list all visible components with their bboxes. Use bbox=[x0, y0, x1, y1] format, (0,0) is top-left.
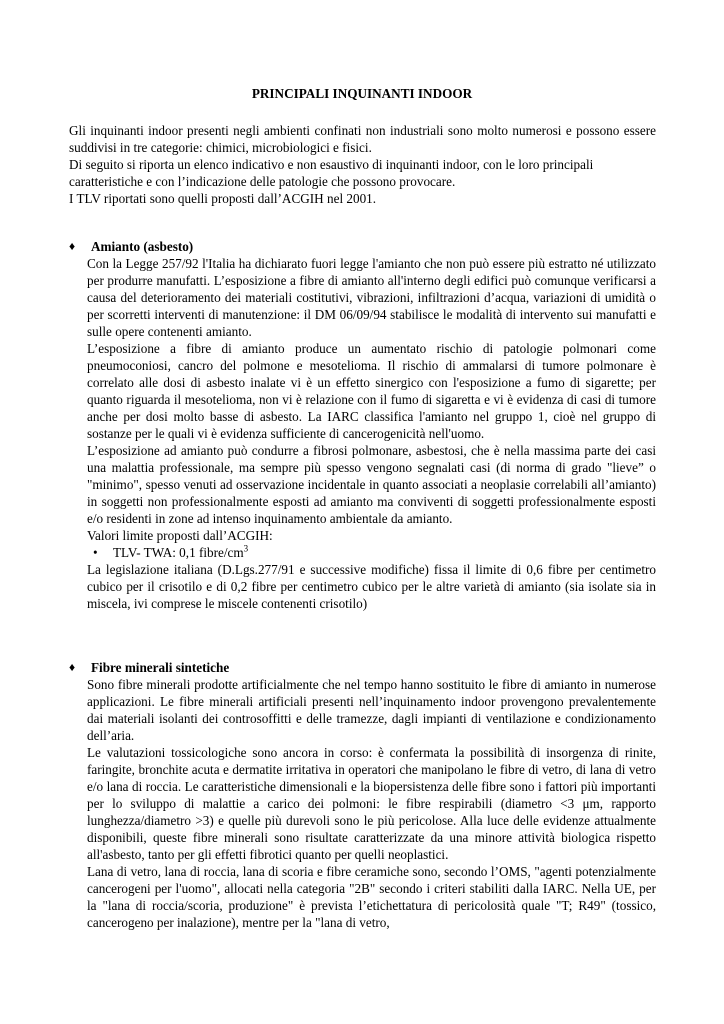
body-paragraph: Con la Legge 257/92 l'Italia ha dichiarato fuori legge l'amianto che non può essere più estratto né utilizzato per produrre manufatti. L’esposizione a fibre di amianto all'interno degli edifici può comunque verificarsi a causa del deterioramento dei materiali costitutivi, vibrazioni, infiltrazioni d’acqua, variazioni di umidità o per scorretti interventi di manutenzione: il DM 06/09/94 stabilisce le modalità di intervento sui manufatti e sulle opere contenenti amianto. bbox=[87, 256, 656, 339]
body-paragraph: Valori limite proposti dall’ACGIH: bbox=[87, 528, 273, 543]
body-paragraph: La legislazione italiana (D.Lgs.277/91 e successive modifiche) fissa il limite di 0,6 fibre per centimetro cubico per il crisotilo e di 0,2 fibre per centimetro cubico per le altre varietà di amianto (sia isolate sia in miscela, ivi comprese le miscele contenenti crisotilo) bbox=[87, 562, 656, 611]
section-body bbox=[87, 255, 656, 612]
section-heading bbox=[69, 659, 656, 676]
section-heading bbox=[69, 238, 656, 255]
diamond-bullet-icon: ♦ bbox=[69, 239, 76, 253]
intro-paragraph: Di seguito si riporta un elenco indicativo e non esaustivo di inquinanti indoor, con le loro principali caratteristiche e con l’indicazione delle patologie che possono provocare. bbox=[69, 157, 594, 189]
tlv-value: TLV- TWA: 0,1 fibre/cm bbox=[113, 545, 244, 560]
superscript: 3 bbox=[243, 543, 249, 554]
intro-paragraph: Gli inquinanti indoor presenti negli ambienti confinati non industriali sono molto numerosi e possono essere suddivisi in tre categorie: chimici, microbiologici e fisici. bbox=[69, 123, 656, 155]
round-bullet-icon: • bbox=[93, 545, 98, 560]
body-paragraph: Le valutazioni tossicologiche sono ancora in corso: è confermata la possibilità di insorgenza di rinite, faringite, bronchite acuta e dermatite irritativa in operatori che manipolano le fibre di vetro, di lana di vetro e/o lana di roccia. Le caratteristiche dimensionali e la biopersistenza delle fibre sono i fattori più importanti per lo sviluppo di malattie a carico dei polmoni: le fibre respirabili (diametro <3 μm, rapporto lunghezza/diametro >3) e quelle più durevoli sono le più pericolose. Alla luce delle evidenze attualmente disponibili, queste fibre minerali sono risultate caratterizzate da una minore attività biologica rispetto all'asbesto, tanto per gli effetti fibrotici quanto per quelli neoplastici. bbox=[87, 745, 656, 862]
body-paragraph: Sono fibre minerali prodotte artificialmente che nel tempo hanno sostituito le fibre di amianto in numerose applicazioni. Le fibre minerali artificiali presenti nell’inquinamento indoor provengono prevalentemente dai materiali isolanti dei controsoffitti e delle tramezze, dagli impianti di ventilazione e condizionamento dell’aria. bbox=[87, 677, 656, 743]
intro-paragraph: I TLV riportati sono quelli proposti dall’ACGIH nel 2001. bbox=[69, 191, 377, 206]
diamond-bullet-icon: ♦ bbox=[69, 660, 76, 674]
section-amianto bbox=[69, 238, 656, 612]
list-item bbox=[87, 544, 656, 561]
section-body bbox=[87, 676, 656, 931]
body-paragraph: Lana di vetro, lana di roccia, lana di scoria e fibre ceramiche sono, secondo l’OMS, "agenti potenzialmente cancerogeni per l'uomo", allocati nella categoria "2B" secondo i criteri stabiliti dalla IARC. Nella UE, per la "lana di roccia/scoria, produzione" è prevista l’etichettatura di pericolosità quale "T; R49" (tossico, cancerogeno per inalazione), mentre per la "lana di vetro, bbox=[87, 864, 656, 930]
intro-text bbox=[69, 122, 656, 207]
section-heading-text: Fibre minerali sintetiche bbox=[91, 660, 230, 675]
body-paragraph: L’esposizione a fibre di amianto produce un aumentato rischio di patologie polmonari come pneumoconiosi, cancro del polmone e mesotelioma. Il rischio di ammalarsi di tumore polmonare è correlato alle dosi di asbesto inalate vi è un effetto sinergico con l'esposizione a fumo di sigarette; per quanto riguarda il mesotelioma, non vi è relazione con il fumo di sigaretta e vi è evidenza di casi di tumore anche per dosi molto basse di asbesto. La IARC classifica l'amianto nel gruppo 1, cioè nel gruppo di sostanze per le quali vi è evidenza sufficiente di cancerogenicità nell'uomo. bbox=[87, 341, 656, 441]
page-title: PRINCIPALI INQUINANTI INDOOR bbox=[251, 86, 473, 101]
section-fibre-minerali bbox=[69, 659, 656, 931]
body-paragraph: L’esposizione ad amianto può condurre a fibrosi polmonare, asbestosi, che è nella massima parte dei casi una malattia professionale, ma sempre più spesso vengono segnalati casi (di norma di grado "lieve” o "minimo", spesso venuti ad osservazione incidentale in quanto associati a neoplasie correlabili all’amianto) in soggetti non professionalmente esposti ad amianto ma conviventi di soggetti professionalmente esposti e/o residenti in zone ad intenso inquinamento ambientale da amianto. bbox=[87, 443, 656, 526]
section-heading-text: Amianto (asbesto) bbox=[91, 239, 194, 254]
